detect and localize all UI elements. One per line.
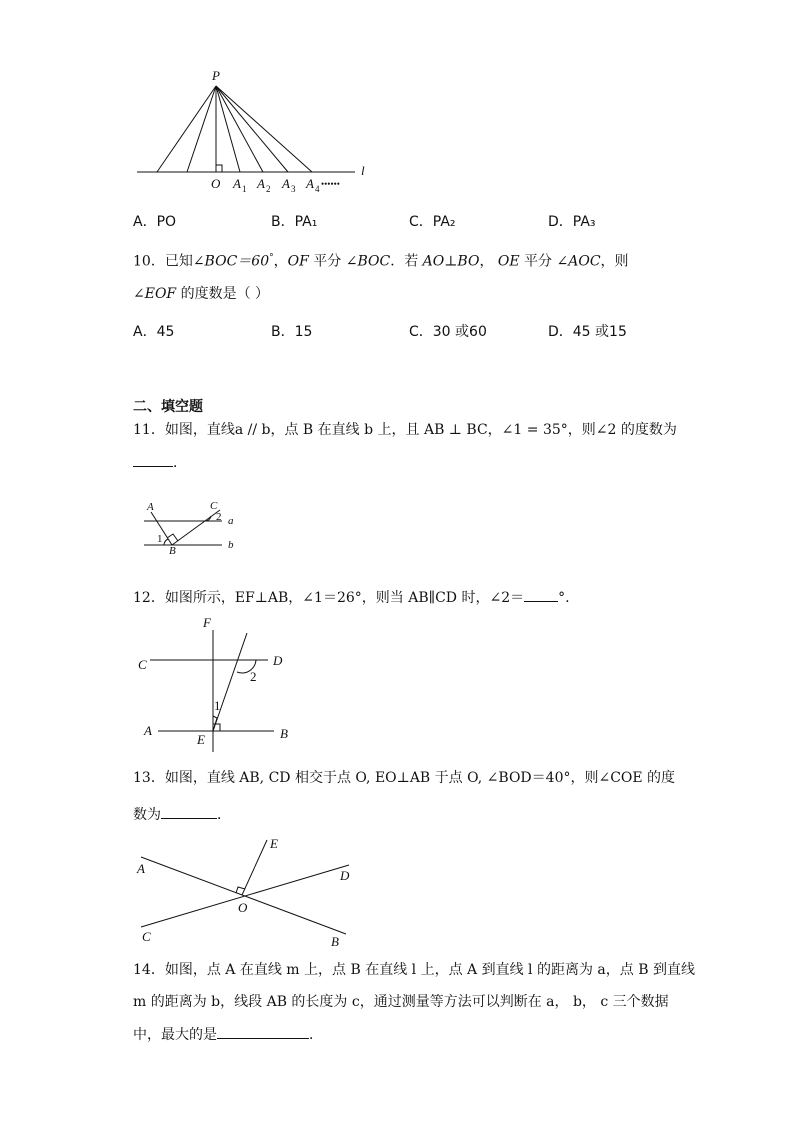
- label-dots: ••••••: [321, 179, 340, 189]
- label-A4-sub: 4: [315, 184, 320, 194]
- q13-line2: 数为 ．: [133, 804, 231, 825]
- label-1: 1: [157, 533, 163, 545]
- label-F: F: [203, 615, 211, 630]
- label-A: A: [137, 861, 145, 876]
- label-O: O: [238, 900, 248, 915]
- label-A1-sub: 1: [242, 184, 247, 194]
- ray-OE: [242, 840, 267, 895]
- q9-option-c: C．PA₂: [409, 214, 456, 230]
- label-a: a: [228, 515, 234, 527]
- label-A: A: [147, 501, 154, 513]
- q9-option-d: D．PA₃: [548, 214, 596, 230]
- q10-option-c: C．30 或60: [409, 324, 487, 340]
- q10-line1: 10．已知∠BOC＝60°，OF 平分 ∠BOC．若 AO⊥BO， OE 平分 ∠AOC，则: [133, 253, 629, 270]
- label-B: B: [280, 726, 288, 741]
- label-l: l: [361, 163, 365, 178]
- label-C: C: [138, 657, 147, 672]
- label-A4: A: [306, 176, 314, 191]
- section-title: 二、填空题: [133, 399, 203, 415]
- q11-line2: ．: [133, 452, 187, 473]
- line-AB: [141, 857, 346, 934]
- label-b: b: [228, 539, 234, 551]
- q12-line1: 12．如图所示，EF⊥AB，∠1＝26°，则当 AB∥CD 时，∠2＝ °.: [133, 587, 570, 608]
- q10-option-a: A．45: [133, 324, 175, 340]
- label-1: 1: [214, 698, 221, 713]
- label-A1: A: [233, 176, 241, 191]
- label-E: E: [197, 732, 205, 747]
- label-A2-sub: 2: [266, 184, 271, 194]
- q13-line1: 13．如图，直线 AB, CD 相交于点 O, EO⊥AB 于点 O, ∠BOD＝40°，则∠COE 的度: [133, 770, 676, 786]
- label-2: 2: [216, 511, 222, 523]
- line-CD: [141, 865, 349, 927]
- q10-option-b: B．15: [271, 324, 313, 340]
- label-A3: A: [282, 176, 290, 191]
- label-B: B: [331, 934, 339, 949]
- label-A: A: [144, 723, 152, 738]
- q11-line1: 11．如图，直线a // b，点 B 在直线 b 上，且 AB ⊥ BC，∠1 = 35°，则∠2 的度数为: [133, 422, 677, 438]
- label-B: B: [169, 545, 176, 557]
- label-C: C: [142, 929, 151, 944]
- q14-line2: m 的距离为 b，线段 AB 的长度为 c，通过测量等方法可以判断在 a， b， c 三个数据: [133, 994, 669, 1010]
- q9-option-b: B．PA₁: [271, 214, 318, 230]
- label-P: P: [212, 68, 220, 83]
- q10-line2: ∠EOF 的度数是（ ）: [133, 286, 270, 302]
- label-A3-sub: 3: [291, 184, 296, 194]
- label-D: D: [273, 653, 283, 668]
- label-A2: A: [257, 176, 265, 191]
- q10-option-d: D．45 或15: [548, 324, 627, 340]
- q14-line1: 14．如图，点 A 在直线 m 上，点 B 在直线 l 上，点 A 到直线 l 的距离为 a，点 B 到直线: [133, 962, 695, 978]
- label-O: O: [211, 176, 221, 191]
- label-2: 2: [250, 669, 257, 684]
- label-D: D: [340, 868, 350, 883]
- q9-option-a: A．PO: [133, 214, 177, 230]
- label-E: E: [270, 836, 278, 851]
- label-C: C: [210, 500, 218, 512]
- q14-answer-blank[interactable]: [217, 1024, 309, 1039]
- q14-line3: 中，最大的是 ．: [133, 1024, 323, 1045]
